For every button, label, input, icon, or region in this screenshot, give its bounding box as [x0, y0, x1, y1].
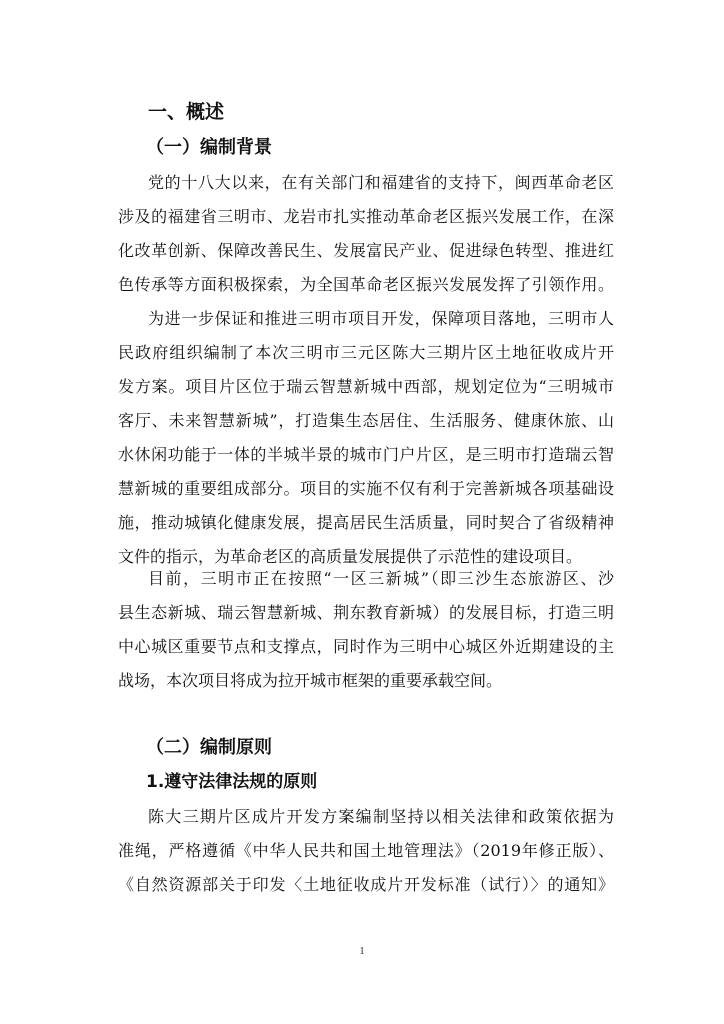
text-line: 化改革创新、保障改善民生、发展富民产业、促进绿色转型、推进红: [118, 241, 614, 260]
text-line: 涉及的福建省三明市、龙岩市扎实推动革命老区振兴发展工作，在深: [118, 207, 614, 226]
text-line: 准绳，严格遵循《中华人民共和国土地管理法》（2019年修正版）、: [118, 841, 614, 860]
paragraph-principles-1: [118, 800, 614, 902]
text-line: 目前，三明市正在按照“一区三新城”（即三沙生态旅游区、沙: [148, 569, 614, 588]
chapter-heading: 一、概述: [148, 101, 225, 123]
text-line: 陈大三期片区成片开发方案编制坚持以相关法律和政策依据为: [148, 807, 614, 826]
paragraph-background-3: [118, 562, 614, 698]
section-heading-principles: （二）编制原则: [146, 737, 272, 758]
paragraph-background-1: [118, 166, 614, 302]
text-line: 色传承等方面积极探索，为全国革命老区振兴发展发挥了引领作用。: [118, 275, 614, 294]
text-line: 慧新城的重要组成部分。项目的实施不仅有利于完善新城各项基础设: [118, 479, 614, 498]
paragraph-background-2: [118, 302, 614, 574]
text-line: 中心城区重要节点和支撑点，同时作为三明中心城区外近期建设的主: [118, 637, 614, 656]
text-line: 为进一步保证和推进三明市项目开发，保障项目落地，三明市人: [148, 309, 614, 328]
text-line: 文件的指示，为革命老区的高质量发展提供了示范性的建设项目。: [118, 547, 583, 566]
text-line: 民政府组织编制了本次三明市三元区陈大三期片区土地征收成片开: [118, 343, 614, 362]
text-line: 党的十八大以来，在有关部门和福建省的支持下，闽西革命老区: [148, 173, 614, 192]
page-number: 1: [359, 945, 365, 957]
section-heading-background: （一）编制背景: [146, 137, 272, 158]
text-line: 水休闲功能于一体的半城半景的城市门户片区，是三明市打造瑞云智: [118, 445, 614, 464]
text-line: 《自然资源部关于印发〈土地征收成片开发标准（试行）〉的通知》: [118, 875, 614, 894]
subsection-heading-law: 1.遵守法律法规的原则: [146, 772, 318, 792]
text-line: 施，推动城镇化健康发展，提高居民生活质量，同时契合了省级精神: [118, 513, 614, 532]
text-line: 客厅、未来智慧新城”，打造集生态居住、生活服务、健康休旅、山: [118, 411, 614, 430]
text-line: 战场，本次项目将成为拉开城市框架的重要承载空间。: [118, 671, 503, 690]
text-line: 县生态新城、瑞云智慧新城、荆东教育新城）的发展目标，打造三明: [118, 603, 614, 622]
text-line: 发方案。项目片区位于瑞云智慧新城中西部，规划定位为“三明城市: [118, 377, 614, 396]
